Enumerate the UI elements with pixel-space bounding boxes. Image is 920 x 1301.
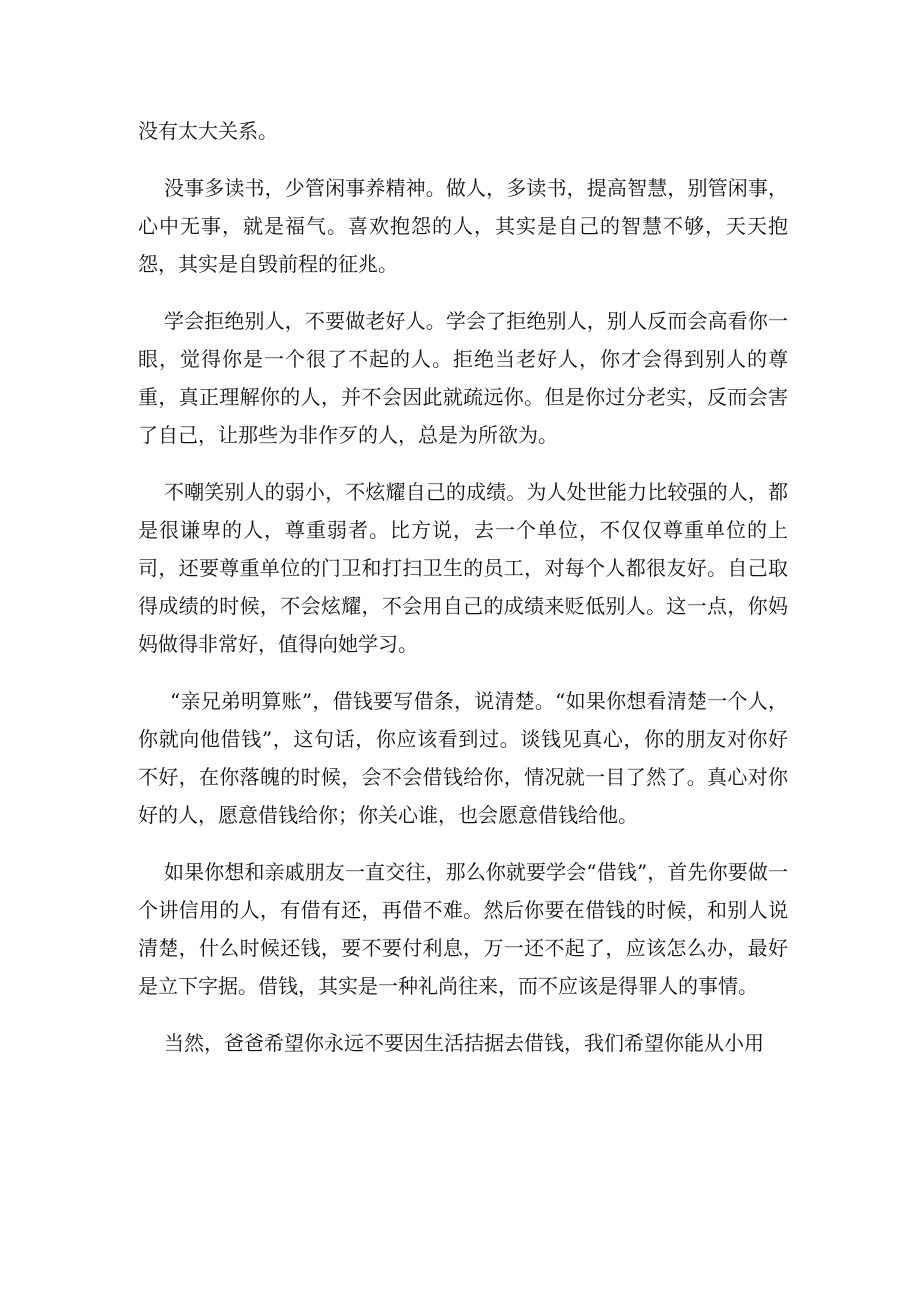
document-body [138,112,788,1081]
paragraph-read-books: 没事多读书，少管闲事养精神。做人，多读书，提高智慧，别管闲事，心中无事，就是福气。喜欢抱怨的人，其实是自己的智慧不够，天天抱怨，其实是自毁前程的征兆。 [138,176,788,276]
paragraph-clear-accounts: “亲兄弟明算账”，借钱要写借条，说清楚。“如果你想看清楚一个人，你就向他借钱”，这句话，你应该看到过。谈钱见真心，你的朋友对你好不好，在你落魄的时候，会不会借钱给你，情况就一目了然了。真心对你好的人，愿意借钱给你；你关心谁，也会愿意借钱给他。 [138,689,788,827]
paragraph-borrow-money: 如果你想和亲戚朋友一直交往，那么你就要学会“借钱”，首先你要做一个讲信用的人，有借有还，再借不难。然后你要在借钱的时候，和别人说清楚，什么时候还钱，要不要付利息，万一还不起了，应该怎么办，最好是立下字据。借钱，其实是一种礼尚往来，而不应该是得罪人的事情。 [138,860,788,998]
paragraph-continuation: 没有太大关系。 [138,119,278,143]
paragraph-learn-refuse: 学会拒绝别人，不要做老好人。学会了拒绝别人，别人反而会高看你一眼，觉得你是一个很了不起的人。拒绝当老好人，你才会得到别人的尊重，真正理解你的人，并不会因此就疏远你。但是你过分老实，反而会害了自己，让那些为非作歹的人，总是为所欲为。 [138,309,788,447]
paragraph-hope: 当然，爸爸希望你永远不要因生活拮据去借钱，我们希望你能从小用 [164,1031,764,1055]
paragraph-no-mock: 不嘲笑别人的弱小，不炫耀自己的成绩。为人处世能力比较强的人，都是很谦卑的人，尊重弱者。比方说，去一个单位，不仅仅尊重单位的上司，还要尊重单位的门卫和打扫卫生的员工，对每个人都很友好。自己取得成绩的时候，不会炫耀，不会用自己的成绩来贬低别人。这一点，你妈妈做得非常好，值得向她学习。 [138,480,788,656]
